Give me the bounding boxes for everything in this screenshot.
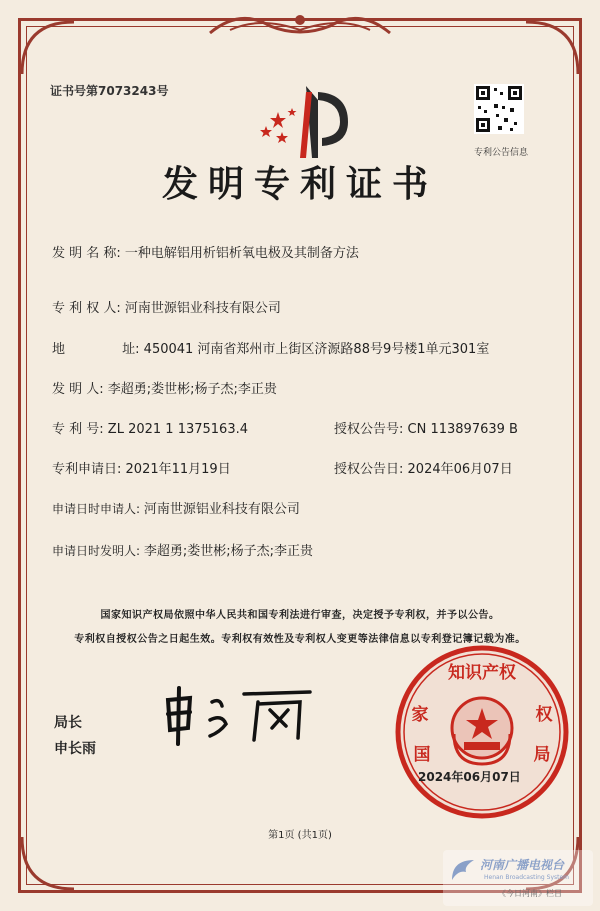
svg-text:权: 权 <box>535 705 553 725</box>
applicant-at-filing-row <box>52 498 300 517</box>
director-name: 申长雨 <box>54 741 96 757</box>
inventor-row <box>52 378 277 397</box>
watermark-tag-text: 《今日河南》栏目 <box>498 889 562 898</box>
statement-line-2: 专利权自授权公告之日起生效。专利权有效性及专利权人变更等法律信息以专利登记簿记载为准。 <box>74 634 526 645</box>
watermark-sub-text: Henan Broadcasting System <box>484 874 570 881</box>
statement-line-1: 国家知识产权局依照中华人民共和国专利法进行审查，决定授予专利权，并予以公告。 <box>100 610 500 621</box>
invention-name-label: 发 明 名 称: <box>52 246 121 261</box>
watermark-main-text: 河南广播电视台 <box>480 858 565 872</box>
inventor-at-filing-value: 李超勇;娄世彬;杨子杰;李正贵 <box>143 544 314 559</box>
official-seal <box>392 642 572 822</box>
corner-ornament-tl <box>18 18 78 78</box>
applicant-at-filing-value: 河南世源铝业科技有限公司 <box>143 502 300 517</box>
patentee-label: 专 利 权 人: <box>52 301 121 316</box>
address-value: 450041 河南省郑州市上街区济源路88号9号楼1单元301室 <box>143 342 490 357</box>
filing-date-row <box>52 458 231 477</box>
address-label-b: 址: <box>122 342 140 357</box>
invention-name-value: 一种电解铝用析铝析氧电极及其制备方法 <box>124 246 359 261</box>
svg-text:国: 国 <box>413 745 431 765</box>
inventor-label: 发 明 人: <box>52 382 104 397</box>
grant-pub-no-label: 授权公告号: <box>334 422 404 437</box>
svg-text:知识产权: 知识产权 <box>448 663 516 683</box>
filing-date-label: 专利申请日: <box>52 462 122 477</box>
svg-text:局: 局 <box>533 745 551 765</box>
grant-date-value: 2024年06月07日 <box>407 462 513 477</box>
top-ornament <box>200 8 400 38</box>
inventor-at-filing-row <box>52 540 313 559</box>
certificate-number: 证书号第7073243号 <box>50 84 169 98</box>
certificate-title: 发明专利证书 <box>161 164 438 205</box>
cnipa-logo <box>248 82 358 162</box>
grant-date-label: 授权公告日: <box>334 462 404 477</box>
patentee-row <box>52 297 281 316</box>
address-label-a: 地 <box>52 342 66 357</box>
address-row <box>52 338 489 357</box>
grant-date-row <box>334 458 513 477</box>
invention-name-row <box>52 242 359 261</box>
inventor-at-filing-label: 申请日时发明人: <box>52 544 141 558</box>
director-signature <box>160 680 320 750</box>
patentee-value: 河南世源铝业科技有限公司 <box>124 301 281 316</box>
qr-code[interactable] <box>474 84 524 134</box>
grant-pub-no-value: CN 113897639 B <box>407 422 518 437</box>
filing-date-value: 2021年11月19日 <box>125 462 231 477</box>
seal-date: 2024年06月07日 <box>418 770 521 784</box>
page-number: 第1页 (共1页) <box>268 830 332 841</box>
grant-pub-no-row <box>334 418 518 437</box>
inventor-value: 李超勇;娄世彬;杨子杰;李正贵 <box>107 382 277 397</box>
patent-no-label: 专 利 号: <box>52 422 104 437</box>
patent-no-value: ZL 2021 1 1375163.4 <box>107 422 248 437</box>
broadcaster-logo-icon <box>448 856 478 886</box>
director-role: 局长 <box>54 715 82 731</box>
qr-label: 专利公告信息 <box>473 148 528 158</box>
patent-no-row <box>52 418 248 437</box>
applicant-at-filing-label: 申请日时申请人: <box>52 502 141 516</box>
corner-ornament-tr <box>522 18 582 78</box>
corner-ornament-bl <box>18 833 78 893</box>
svg-text:家: 家 <box>411 705 429 725</box>
